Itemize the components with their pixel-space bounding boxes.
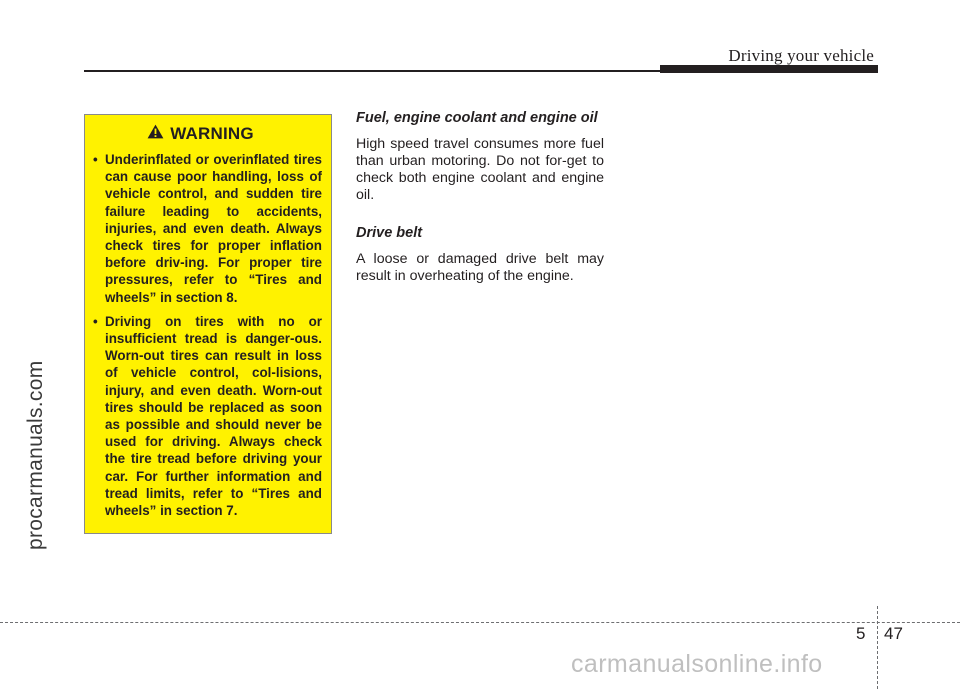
section-heading-drive-belt: Drive belt bbox=[356, 225, 423, 242]
section-body-fuel-coolant-oil: High speed travel consumes more fuel than urban motoring. Do not for-get to check both engine coolant and engine oil. bbox=[356, 135, 604, 204]
warning-list bbox=[93, 151, 322, 519]
warning-box bbox=[84, 114, 332, 534]
footer-separator bbox=[877, 606, 878, 689]
warning-item-text: Driving on tires with no or insufficient tread is danger-ous. Worn-out tires can result in loss of vehicle control, col-lisions, injury, and even death. Worn-out tires should be replaced as soon as possible and should never be used for driving. Always check the tire tread before driving your car. For further information and tread limits, refer to “Tires and wheels” in section 7. bbox=[105, 313, 322, 519]
header-rule-thick bbox=[660, 65, 878, 73]
side-watermark: procarmanuals.com bbox=[24, 360, 47, 550]
section-body-drive-belt: A loose or damaged drive belt may result in overheating of the engine. bbox=[356, 250, 604, 285]
footer-watermark: carmanualsonline.info bbox=[571, 650, 823, 678]
bullet-icon: • bbox=[93, 152, 98, 167]
warning-triangle-icon bbox=[147, 124, 164, 144]
section-heading-fuel-coolant-oil: Fuel, engine coolant and engine oil bbox=[356, 110, 598, 126]
warning-item-text: Underinflated or overinflated tires can cause poor handling, loss of vehicle control, and sudden tire failure leading to accidents, injuries, and even death. Always check tires for proper inflation before driv-ing. For proper tire pressures, refer to “Tires and wheels” in section 8. bbox=[105, 152, 322, 305]
warning-item bbox=[93, 151, 322, 306]
page-number: 47 bbox=[884, 624, 903, 643]
running-header-title: Driving your vehicle bbox=[728, 46, 874, 65]
main-text-column bbox=[356, 111, 604, 307]
warning-title: WARNING bbox=[170, 124, 254, 143]
warning-header bbox=[79, 123, 322, 145]
chapter-number: 5 bbox=[856, 624, 866, 643]
footer-rule bbox=[0, 622, 960, 623]
bullet-icon: • bbox=[93, 313, 98, 329]
warning-item bbox=[93, 313, 322, 519]
header-rule-thin bbox=[84, 70, 660, 72]
